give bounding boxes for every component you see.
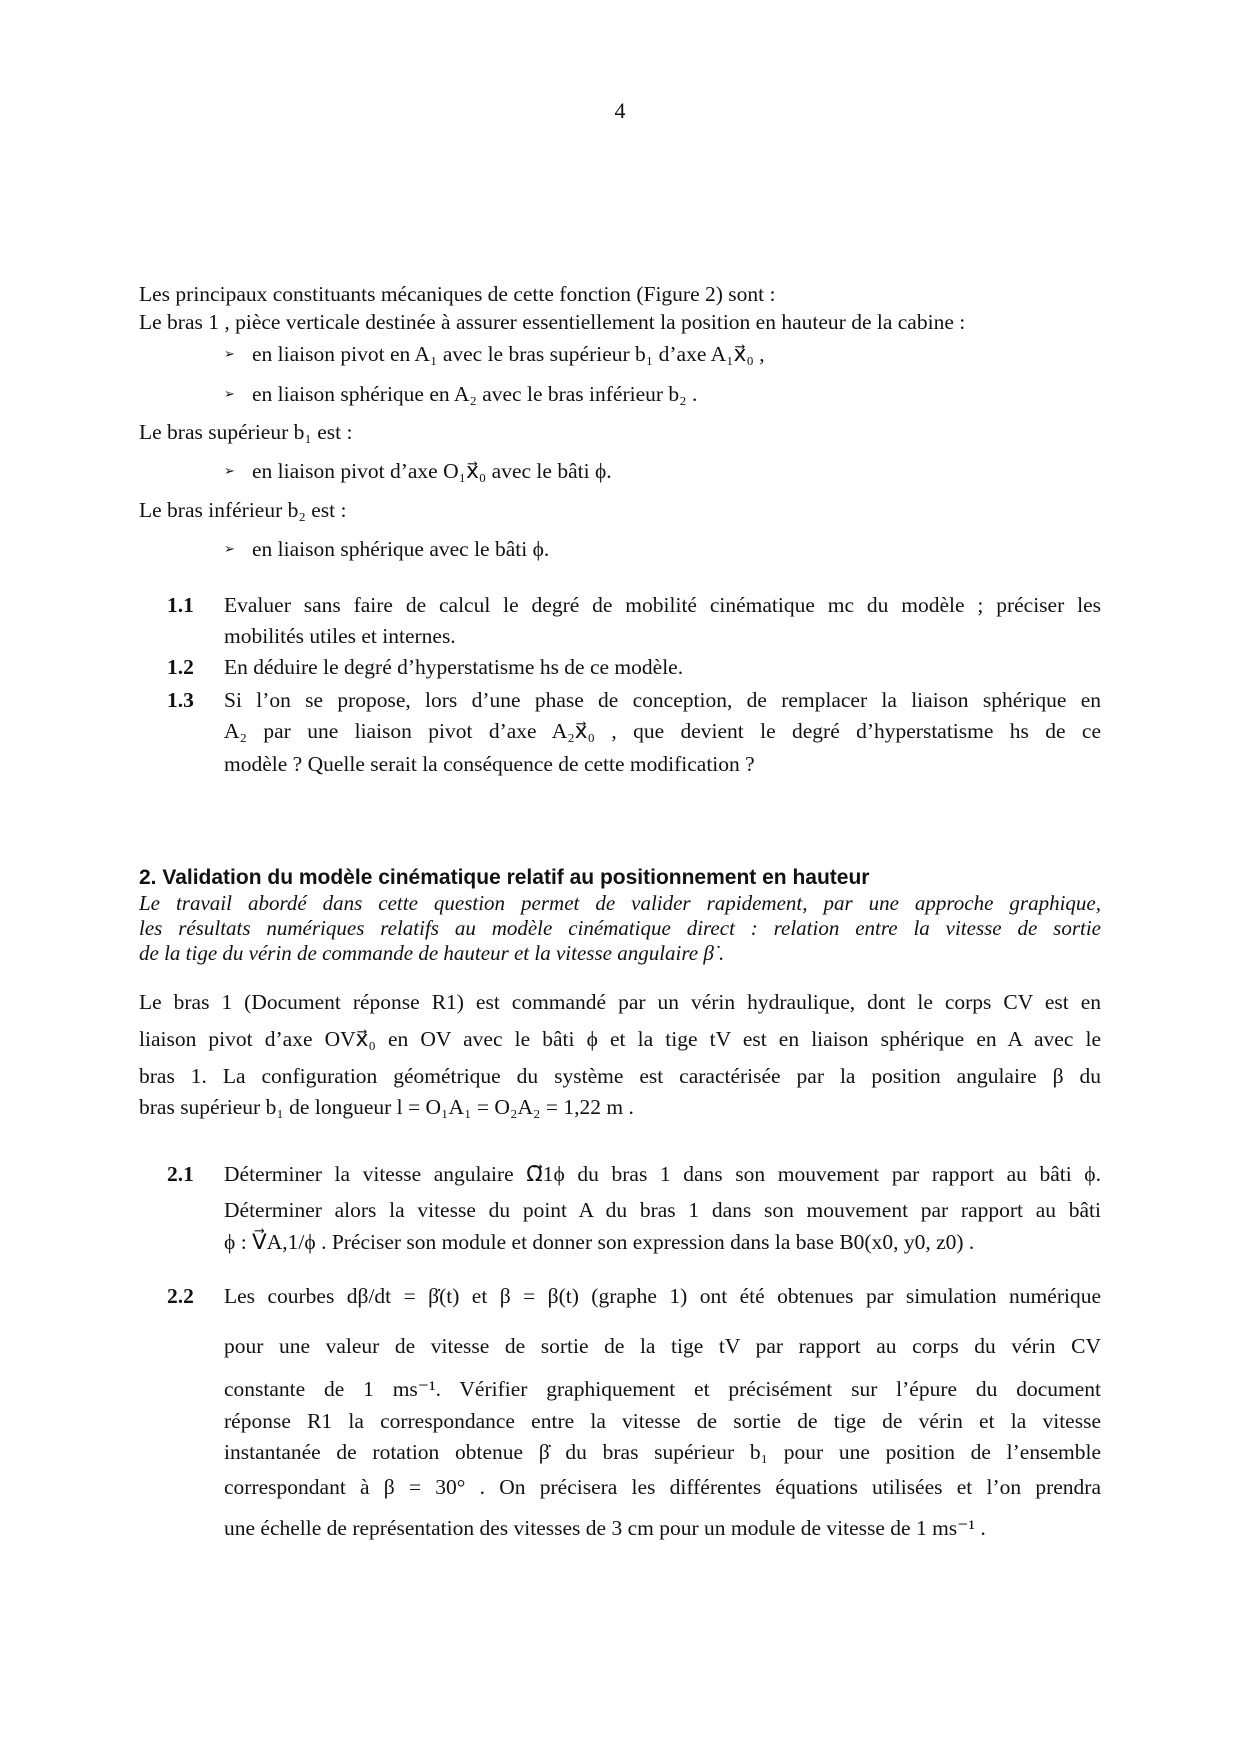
- bullet-text: en liaison sphérique avec le bâti ϕ.: [252, 537, 550, 561]
- question-number: 2.1: [167, 1162, 194, 1186]
- arrow-bullet-icon: ➢: [224, 542, 235, 557]
- paragraph-line: bras supérieur b₁ de longueur l = O₁A₁ = O₂A₂ = 1,22 m .: [139, 1095, 634, 1119]
- paragraph-line: liaison pivot d’axe OVx⃗₀ en OV avec le bâti ϕ et la tige tV est en liaison sphérique en A avec le: [139, 1027, 1101, 1051]
- question-text: En déduire le degré d’hyperstatisme hs de ce modèle.: [224, 655, 684, 679]
- section-intro-line: de la tige du vérin de commande de hauteur et la vitesse angulaire β̇ .: [139, 941, 725, 965]
- arrow-bullet-icon: ➢: [224, 387, 235, 402]
- question-text: A₂ par une liaison pivot d’axe A₂x⃗₀ , que devient le degré d’hyperstatisme hs de ce: [224, 719, 1101, 743]
- question-text: Déterminer alors la vitesse du point A du bras 1 dans son mouvement par rapport au bâti: [224, 1198, 1101, 1222]
- bullet-text: en liaison pivot en A₁ avec le bras supérieur b₁ d’axe A₁x⃗₀ ,: [252, 342, 765, 366]
- question-text: modèle ? Quelle serait la conséquence de cette modification ?: [224, 752, 755, 776]
- question-text: Déterminer la vitesse angulaire Ω⃗1ϕ du bras 1 dans son mouvement par rapport au bâti ϕ.: [224, 1162, 1101, 1186]
- question-text: Les courbes dβ/dt = β̇(t) et β = β(t) (graphe 1) ont été obtenues par simulation numérique: [224, 1284, 1101, 1308]
- question-text: une échelle de représentation des vitesses de 3 cm pour un module de vitesse de 1 ms⁻¹ .: [224, 1516, 986, 1540]
- arrow-bullet-icon: ➢: [224, 347, 235, 362]
- section-intro-line: Le travail abordé dans cette question permet de valider rapidement, par une approche graphique,: [139, 891, 1101, 915]
- question-text: ϕ : V⃗A,1/ϕ . Préciser son module et donner son expression dans la base B0(x0, y0, z0) .: [224, 1230, 975, 1254]
- bullet-item-1: [224, 342, 765, 367]
- question-number: 1.2: [167, 655, 194, 679]
- intro-line-4: Le bras inférieur b₂ est :: [139, 498, 347, 522]
- question-text: constante de 1 ms⁻¹. Vérifier graphiquement et précisément sur l’épure du document: [224, 1377, 1101, 1401]
- question-text: mobilités utiles et internes.: [224, 624, 456, 648]
- question-text: réponse R1 la correspondance entre la vitesse de sortie de tige de vérin et la vitesse: [224, 1409, 1101, 1433]
- section-title: 2. Validation du modèle cinématique relatif au positionnement en hauteur: [139, 866, 870, 889]
- section-intro-line: les résultats numériques relatifs au modèle cinématique direct : relation entre la vitesse de sortie: [139, 916, 1101, 940]
- question-number: 1.1: [167, 593, 194, 617]
- question-text: Evaluer sans faire de calcul le degré de mobilité cinématique mc du modèle ; préciser les: [224, 593, 1101, 617]
- question-text: Si l’on se propose, lors d’une phase de conception, de remplacer la liaison sphérique en: [224, 688, 1101, 712]
- question-text: instantanée de rotation obtenue β̇ du bras supérieur b₁ pour une position de l’ensemble: [224, 1440, 1101, 1464]
- paragraph-line: bras 1. La configuration géométrique du système est caractérisée par la position angulaire β du: [139, 1064, 1101, 1088]
- intro-line-3: Le bras supérieur b₁ est :: [139, 420, 353, 444]
- question-text: pour une valeur de vitesse de sortie de la tige tV par rapport au corps du vérin CV: [224, 1334, 1101, 1358]
- bullet-text: en liaison pivot d’axe O₁x⃗₀ avec le bâti ϕ.: [252, 459, 612, 483]
- bullet-item-3: [224, 459, 612, 484]
- bullet-item-4: [224, 537, 549, 562]
- question-number: 1.3: [167, 688, 194, 712]
- intro-line-1: Les principaux constituants mécaniques de cette fonction (Figure 2) sont :: [139, 282, 776, 306]
- page-number: 4: [614, 98, 626, 123]
- bullet-text: en liaison sphérique en A₂ avec le bras inférieur b₂ .: [252, 382, 698, 406]
- question-number: 2.2: [167, 1284, 194, 1308]
- bullet-item-2: [224, 382, 697, 407]
- intro-line-2: Le bras 1 , pièce verticale destinée à assurer essentiellement la position en hauteur de la cabine :: [139, 310, 966, 334]
- paragraph-line: Le bras 1 (Document réponse R1) est commandé par un vérin hydraulique, dont le corps CV est en: [139, 990, 1101, 1014]
- arrow-bullet-icon: ➢: [224, 464, 235, 479]
- question-text: correspondant à β = 30° . On précisera les différentes équations utilisées et l’on prendra: [224, 1475, 1101, 1499]
